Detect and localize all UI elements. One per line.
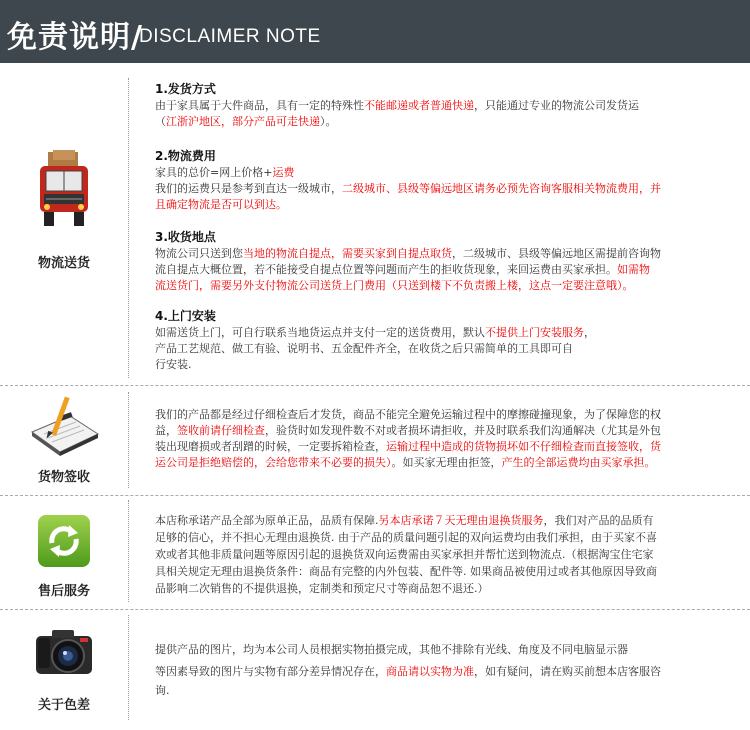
divider (128, 500, 129, 602)
divider (128, 615, 129, 720)
heading: 3.收货地点 (155, 230, 216, 244)
header-banner (0, 0, 750, 63)
color-text: 提供产品的图片，均为本公司人员根据实物拍摄完成，其他不排除有光线、角度及不同电脑显示器 等因素导致的图片与实物有部分差异情况存在，商品请以实物为准，如有疑问，请在购买前想本店客服咨 询. (155, 643, 661, 697)
divider (0, 609, 750, 610)
header-title-zh: 免责说明/ (7, 20, 143, 55)
color-label: 关于色差 (37, 698, 90, 713)
camera-icon (0, 624, 128, 684)
heading: 1.发货方式 (155, 82, 216, 96)
truck-icon (0, 150, 128, 244)
divider (0, 385, 750, 386)
signing-label: 货物签收 (37, 470, 90, 485)
heading: 2.物流费用 (155, 149, 216, 163)
header-title-en: DISCLAIMER NOTE (139, 26, 321, 47)
shipping-text: 1.发货方式 由于家具属于大件商品，具有一定的特殊性不能邮递或者普通快递，只能通过专业的物流公司发货运 （江浙沪地区，部分产品可走快递）。 2.物流费用 家具的总价=网上价格+运费 我们的运费只是参考到直达一级城市，二级城市、县级等偏远地区请务必预先咨询客服相关物流费用，并 且确定物流是否可以到达。 3.收货地点 物流公司只送到您当地的物流自提点，需要买家到自提点取货，二级城市、县级等偏远地区需提前咨询物 流自提点大概位置，若不能接受自提点位置等问题而产生的拒收货现象，来回运费由买家承担。如需物 流送货门，需要另外支付物流公司送货上门费用（只送到楼下不负责搬上楼，这点一定要注意哦）。 4.上门安装 如需送货上门，可自行联系当地货运点并支付一定的送货费用，默认不提供上门安装服务， 产品工艺规范、做工有验、说明书、五金配件齐全，在收货之后只需简单的工具即可自 行安装. (155, 80, 715, 373)
divider (128, 78, 129, 378)
divider (0, 495, 750, 496)
aftersale-label: 售后服务 (37, 584, 90, 599)
heading: 4.上门安装 (155, 309, 216, 323)
divider (128, 392, 129, 488)
clipboard-pen-icon (0, 396, 128, 462)
aftersale-text: 本店称承诺产品全部为原单正品，品质有保障.另本店承诺７天无理由退换货服务，我们对产品的品质有 足够的信心，并不担心无理由退换货. 由于产品的质量问题引起的双向运费均由我们承担，由于买家不喜 欢或者其他非质量问题等原因引起的退换货双向运费需由买家承担并帮忙送到物流点.（根据淘宝住宅家 具相关规定无理由退换货条件：商品有完整的内外包装、配件等. 如果商品被使用过或者其他原因导致商 品影响二次销售的不提供退换，定制类和预定尺寸等商品恕不退还.） (155, 514, 657, 595)
shipping-label: 物流送货 (37, 256, 90, 271)
signing-text: 我们的产品都是经过仔细检查后才发货，商品不能完全避免运输过程中的摩擦碰撞现象，为了保障您的权 益，签收前请仔细检查，验货时如发现件数不对或者损坏请拒收，并及时联系我们沟通解决（尤其是外包 装出现磨损或者刮蹭的时候，一定要拆箱检查，运输过程中造成的货物损坏如不仔细检查而直接签收，货 运公司是拒绝赔偿的，会给您带来不必要的损失）。如买家无理由拒签，产生的全部运费均由买家承担。 (155, 408, 661, 469)
refresh-icon (0, 513, 128, 573)
